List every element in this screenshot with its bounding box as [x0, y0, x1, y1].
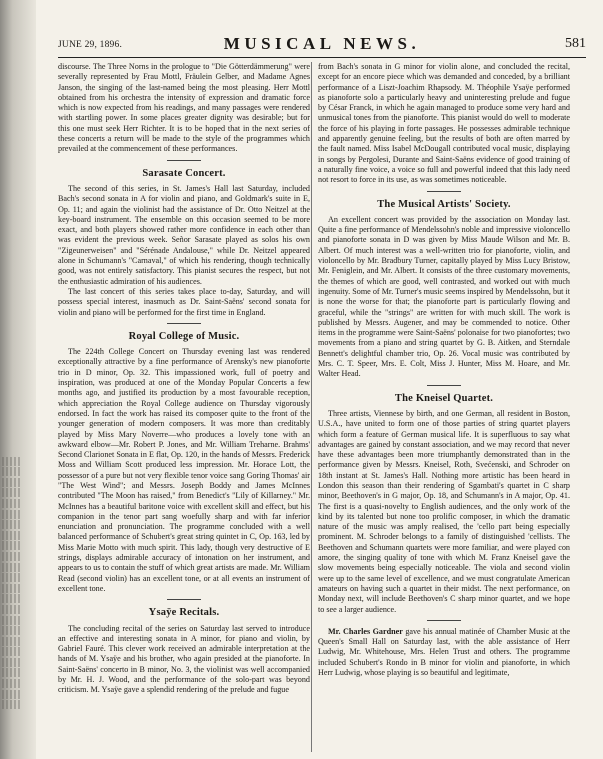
- column-divider: [311, 62, 312, 752]
- section-separator: [427, 191, 461, 192]
- gutter-bleed-through: [2, 455, 22, 711]
- article-paragraph: The concluding recital of the series on Saturday last served to introduce an effective and interesting sonata in A minor, for piano and violin, by Gabriel Fauré. This clever work received an admirable interpretation at the hands of M. Ysaÿe and his brother, who again presided at the pianoforte. In Saint-Saëns' concerto in B minor, No. 3, the violinist was well accompanied by Mr. H. J. Wood, and the performance of the solo-part was beyond criticism. M. Ysaÿe gave a splendid rendering of the prelude and fugue: [58, 623, 310, 695]
- section-heading-sarasate: Sarasate Concert.: [142, 167, 226, 179]
- lead-name: Mr. Charles Gardner: [328, 626, 403, 636]
- section-heading-royal-college: Royal College of Music.: [128, 330, 240, 342]
- binding-gutter: [0, 0, 36, 759]
- intro-paragraph: from Bach's sonata in G minor for violin alone, and concluded the recital, except for an encore piece which was demanded and conceded, by a brilliant performance of a Liszt-Joachim Rhapsody. M. Théophile Ysaÿe performed as pianoforte solo a particularly heavy and uninteresting prelude and fugue by César Franck, in which he again managed to produce some very hard and unmusical tones from the pianoforte. This pianist would do well to moderate the force of his playing in forte passages. He possesses admirable technique and apparently genuine feeling, but the results of both are often marred by the fault named. Miss Isabel McDougall contributed vocal music, displaying in songs by Pergolesi, Durante and Saint-Saëns evidence of good training of a naturally fine voice, a voice so full and powerful indeed that this lady need not resort to force in its use, as was sometimes noticeable.: [318, 62, 570, 185]
- right-column: [318, 62, 570, 678]
- page-header: [58, 34, 586, 52]
- article-paragraph: The 224th College Concert on Thursday evening last was rendered exceptionally attractive by a fine performance of Arensky's new pianoforte trio in D minor, Op. 32. This impassioned work, full of poetry and inspiration, was produced at one of the Monday Popular Concerts a few months ago, and justified its production by a most favourable reception, which appreciation the Royal College audience on Thursday vigorously endorsed. In fact the work has raised its composer quite to the front of the younger generation of modern composers. It was more than creditably played by Miss Mary Noverre—who produces a lovely tone with an awkward elbow—Mr. Robert P. Jones, and Mr. William Treharne. Brahms' Second Clarionet Sonata in E flat, Op. 120, in the hands of Messrs. Frederick Moss and William Scott produced less impression. Mr. Horace Lott, the possessor of a pure but not very flexible tenor voice sang Goring Thomas' air "The West Wind"; and Messrs. Joseph Boddy and James McInnes contributed "The Moon has raised," from Benedict's "Lily of Killarney." Mr. McInnes has a beautiful baritone voice with excellent skill and effect, but his companion in the tenor part sang woefully sharp and with far inferior enunciation and pronunciation. The programme concluded with a well balanced performance of Schubert's great string quintet in C, Op. 163, led by Miss Marie Motto with much spirit. This lady, though very destructive of E strings, displays admirable accuracy of intonation on her instrument, and appears to us to contain the stuff of which great artists are made. Mr. William Read (second violin) has an excellent tone, or at all events an instrument of excellent tone.: [58, 347, 310, 593]
- article-paragraph: Three artists, Viennese by birth, and one German, all resident in Boston, U.S.A., have united to form one of those parties of string quartet players which form a feature of German musical life. It is superfluous to say what advantages are gained by constant association, and we may record that never have these advantages been more triumphantly demonstrated than in the performance given by Messrs. Kneisel, Roth, Svećenski, and Schroder on 18th instant at St. James's Hall. Nothing more artistic has been heard in London this season than their rendering of Sgambati's quartet in C sharp minor, Beethoven's in G major, Op. 18, and Schumann's in A major, Op. 41. The first is a quasi-novelty to English audiences, and the only work of the kind by its talented but none too prolific composer, in which the dramatic nature of the music was amply realised, the 'cello part being especially prominent. M. Schroder belongs to a family of distinguished 'cellists. The Beethoven and Schumann quartets were more familiar, and were played con amore, the singing quality of tone with which M. Franz Kneisel gave the slow movements being especially noticeable. The viola and second violin were up to the same level of excellence, and we must congratulate American amateurs on having such a quartet in their midst. The next performance, on Monday next, will include Beethoven's C sharp minor quartet, and we hope to see a larger audience.: [318, 408, 570, 614]
- article-paragraph: The last concert of this series takes place to-day, Saturday, and will possess special interest, inasmuch as Dr. Saint-Saëns' second sonata for violin and piano will be performed for the first time in England.: [58, 286, 310, 317]
- section-heading-musical-artists: The Musical Artists' Society.: [377, 198, 511, 210]
- article-paragraph: An excellent concert was provided by the association on Monday last. Quite a fine performance of Mendelssohn's noble and impressive violoncello and pianoforte sonata in D was given by Miss Maude Wilson and Mr. B. Albert. Of much interest was a well-written trio for pianoforte, violin, and violoncello by Mr. Bradbury Turner, capitally played by Miss Lucy Bristow, Mr. Feniglein, and Mr. Albert. It consists of the three customary movements, the themes of which are good, well contrasted, and worked out with much ingenuity. Some of Mr. Turner's music seems inspired by Mendelssohn, but it is none the worse for that; the pianoforte part is particularly flowing and graceful, while the "strings" are written for with much skill. The work is published by Messrs. Augener, and may be commended to notice. Other items in the programme were Saint-Saëns' polonaise for two pianofortes; two movements from a piano and string quartet by G. B. Aitken, and Sterndale Bennett's delightful chamber trio, Op. 26. Vocal music was contributed by Mrs. C. T. Speer, Mrs. E. Colt, Miss J. Hunter, Miss M. Hoare, and Mr. Walter Head.: [318, 214, 570, 379]
- lead-text: gave his annual matinée of Chamber Music at the Queen's Small Hall on Saturday last, with the able assistance of Herr Ludwig, Mr. Whitehouse, Mrs. Helen Trust and others. The programme included Schubert's Rondo in B minor for violin and pianoforte, in which Herr Ludwig, whose playing is so beautiful and legitimate,: [318, 626, 570, 678]
- header-rule: [58, 57, 586, 58]
- article-paragraph: The second of this series, in St. James's Hall last Saturday, included Bach's second sonata in A for violin and piano, and Goldmark's suite in E, Op. 11; and again the violinist had the assistance of Dr. Otto Neitzel at the key-board instrument. The ensemble on this occasion seemed to be more exact, and both players showed rather more confidence in each other than was evident the previous week. Señor Sarasate played as solos his own "Zigeunerweisen" and "Sérénade Andalouse," while Dr. Neitzel appeared alone in Schumann's "Carnaval," of which his rendering, though technically good, was not entirely satisfactory. This pianist secures the respect, but not the enthusiastic admiration of his audiences.: [58, 183, 310, 286]
- issue-date: JUNE 29, 1896.: [58, 40, 123, 50]
- page-number: 581: [565, 36, 586, 51]
- article-paragraph-gardner: [318, 627, 570, 678]
- section-separator: [167, 599, 201, 600]
- section-separator: [427, 620, 461, 621]
- section-heading-kneisel: The Kneisel Quartet.: [394, 392, 494, 404]
- section-separator: [167, 160, 201, 161]
- left-column: [58, 62, 310, 696]
- masthead-title: MUSICAL NEWS.: [223, 34, 421, 53]
- section-separator: [167, 323, 201, 324]
- intro-paragraph: discourse. The Three Norns in the prologue to "Die Götterdämmerung" were severally represented by Frau Mottl, Fräulein Gelber, and Madame Agnes Janson, the singing of the last-named being the most pleasing. Herr Mottl obtained from his orchestra the intensity of expression and dramatic force which is now expected from his readings, and many passages were rendered with startling power. In some places greater dignity was desirable; but for this one must seek Herr Richter. It is to be hoped that in the next series of these concerts a return will be made to the style of the programmes which prevailed at the commencement of these performances.: [58, 62, 310, 154]
- section-separator: [427, 385, 461, 386]
- section-heading-ysaye: Ysaÿe Recitals.: [148, 607, 220, 619]
